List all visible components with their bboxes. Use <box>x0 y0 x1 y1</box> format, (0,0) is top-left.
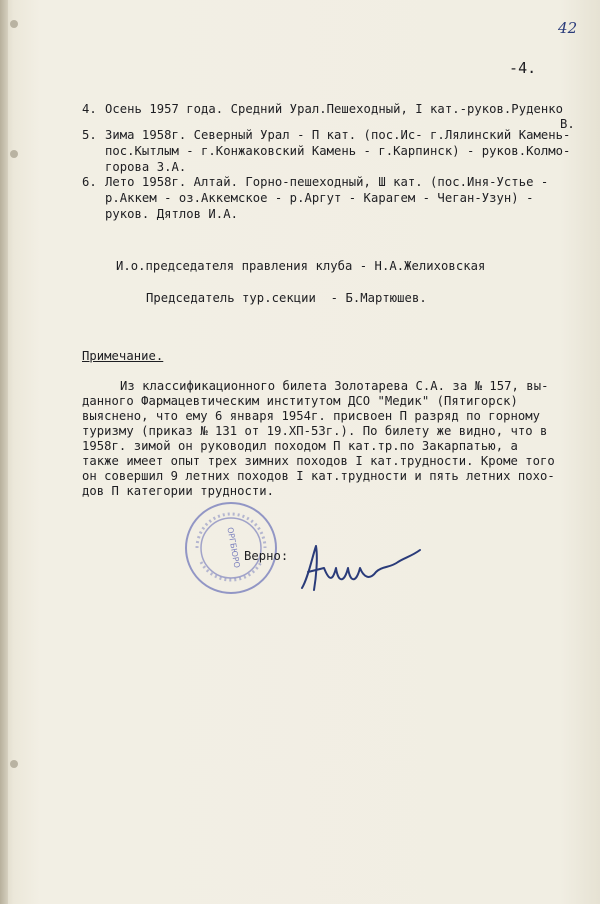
list-item-line: В. <box>560 117 575 131</box>
list-item-line: горова З.А. <box>105 160 187 174</box>
note-line: он совершил 9 летних походов I кат.трудности и пять летних похо- <box>82 469 555 483</box>
note-line: дов П категории трудности. <box>82 484 275 498</box>
binding-hole <box>10 760 18 768</box>
binding-hole <box>10 150 18 158</box>
list-item-line: руков. Дятлов И.А. <box>105 207 238 221</box>
list-item-number: 5. <box>82 128 97 142</box>
verified-label: Верно: <box>244 549 289 563</box>
list-item-number: 6. <box>82 175 97 189</box>
note-heading: Примечание. <box>82 349 164 363</box>
list-item-line: р.Аккем - оз.Аккемское - р.Аргут - Карагем - Чеган-Узун) - <box>105 191 534 205</box>
list-item-line: Зима 1958г. Северный Урал - П кат. (пос.Ис- г.Лялинский Камень- <box>105 128 571 142</box>
list-item-line: пос.Кытлым - г.Конжаковский Камень - г.Карпинск) - руков.Колмо- <box>105 144 571 158</box>
signature <box>294 538 426 600</box>
note-line: выяснено, что ему 6 января 1954г. присвоен П разряд по горному <box>82 409 541 423</box>
binding-edge <box>0 0 8 904</box>
page-number: 42 <box>558 19 578 37</box>
note-line: туризму (приказ № 131 от 19.ХП-53г.). По билету же видно, что в <box>82 424 548 438</box>
section-chair-line: Председатель тур.секции - Б.Мартюшев. <box>146 291 427 305</box>
note-line: также имеет опыт трех зимних походов I кат.трудности. Кроме того <box>82 454 555 468</box>
stamp-text: ОРГБЮРО <box>225 526 242 569</box>
list-item-number: 4. <box>82 102 97 116</box>
note-line: 1958г. зимой он руководил походом П кат.тр.по Закарпатью, а <box>82 439 518 453</box>
note-line: данного Фармацевтическим институтом ДСО "Медик" (Пятигорск) <box>82 394 518 408</box>
acting-chair-line: И.о.председателя правления клуба - Н.А.Желиховская <box>116 259 486 273</box>
binding-hole <box>10 20 18 28</box>
list-item-line: Осень 1957 года. Средний Урал.Пешеходный, I кат.-руков.Руденко <box>105 102 564 116</box>
top-mark: -4. <box>509 59 537 77</box>
note-line: Из классификационного билета Золотарева С.А. за № 157, вы- <box>120 379 549 393</box>
list-item-line: Лето 1958г. Алтай. Горно-пешеходный, Ш кат. (пос.Иня-Устье - <box>105 175 549 189</box>
